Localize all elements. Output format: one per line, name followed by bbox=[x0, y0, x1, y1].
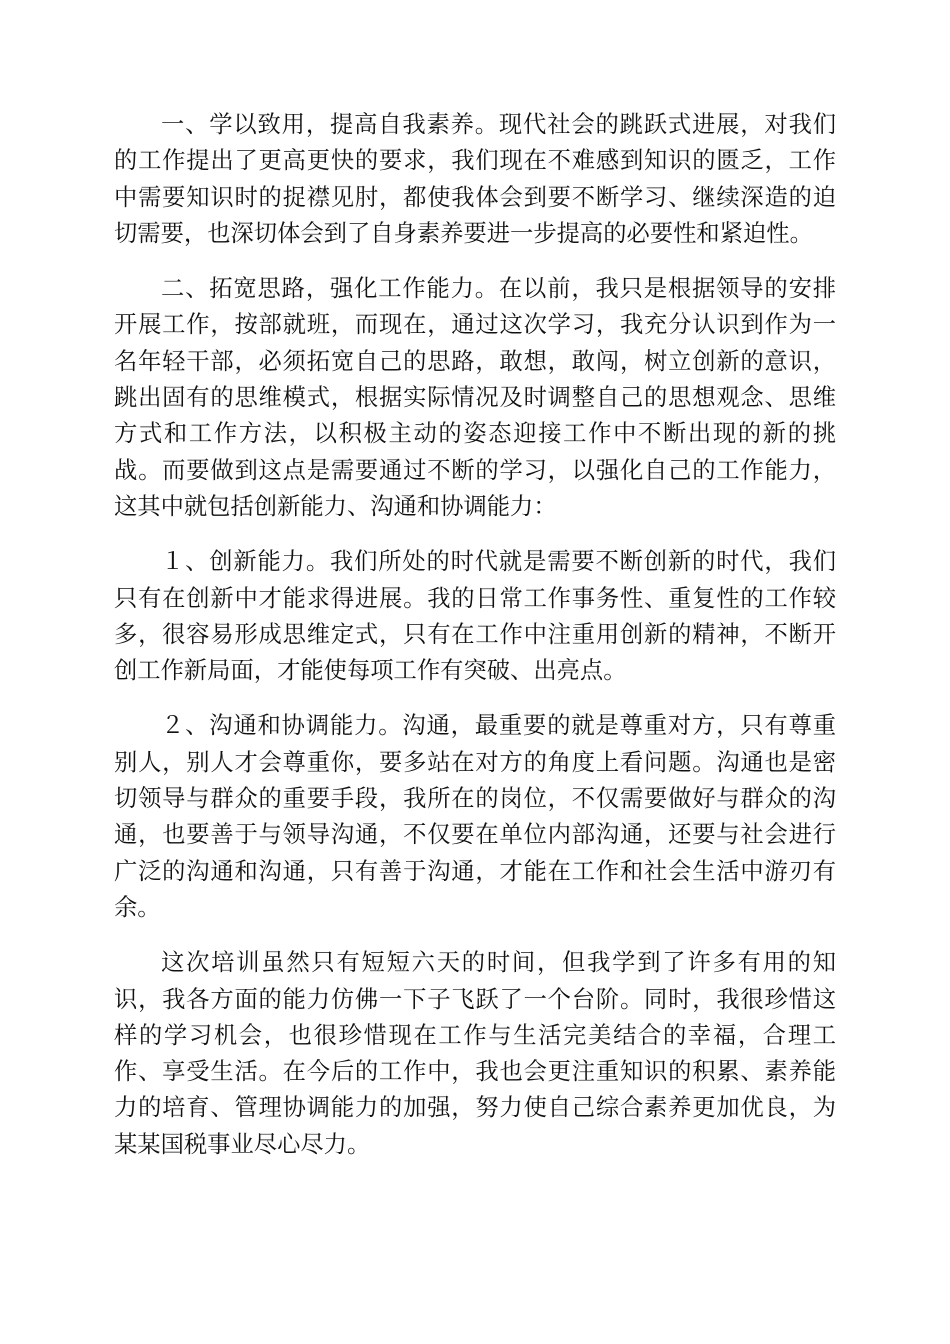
paragraph-communication-ability: ２、沟通和协调能力。沟通，最重要的就是尊重对方，只有尊重别人，别人才会尊重你，要多站在对方的角度上看问题。沟通也是密切领导与群众的重要手段，我所在的岗位，不仅需要做好与群众的沟通，也要善于与领导沟通，不仅要在单位内部沟通，还要与社会进行广泛的沟通和沟通，只有善于沟通，才能在工作和社会生活中游刃有余。 bbox=[114, 712, 836, 921]
paragraph-innovation-ability: １、创新能力。我们所处的时代就是需要不断创新的时代，我们只有在创新中才能求得进展。我的日常工作事务性、重复性的工作较多，很容易形成思维定式，只有在工作中注重用创新的精神，不断开创工作新局面，才能使每项工作有突破、出亮点。 bbox=[114, 548, 836, 685]
paragraph-self-cultivation: 一、学以致用，提高自我素养。现代社会的跳跃式进展，对我们的工作提出了更高更快的要求，我们现在不难感到知识的匮乏，工作中需要知识时的捉襟见肘，都使我体会到要不断学习、继续深造的迫切需要，也深切体会到了自身素养要进一步提高的必要性和紧迫性。 bbox=[114, 111, 836, 247]
paragraph-broaden-thinking: 二、拓宽思路，强化工作能力。在以前，我只是根据领导的安排开展工作，按部就班，而现在，通过这次学习，我充分认识到作为一名年轻干部，必须拓宽自己的思路，敢想，敢闯，树立创新的意识，跳出固有的思维模式，根据实际情况及时调整自己的思想观念、思维方式和工作方法，以积极主动的姿态迎接工作中不断出现的新的挑战。而要做到这点是需要通过不断的学习，以强化自己的工作能力，这其中就包括创新能力、沟通和协调能力： bbox=[114, 275, 836, 520]
paragraph-training-summary: 这次培训虽然只有短短六天的时间，但我学到了许多有用的知识，我各方面的能力仿佛一下子飞跃了一个台阶。同时，我很珍惜这样的学习机会，也很珍惜现在工作与生活完美结合的幸福，合理工作、享受生活。在今后的工作中，我也会更注重知识的积累、素养能力的培育、管理协调能力的加强，努力使自己综合素养更加优良，为某某国税事业尽心尽力。 bbox=[114, 949, 836, 1158]
document-body bbox=[114, 107, 836, 1163]
